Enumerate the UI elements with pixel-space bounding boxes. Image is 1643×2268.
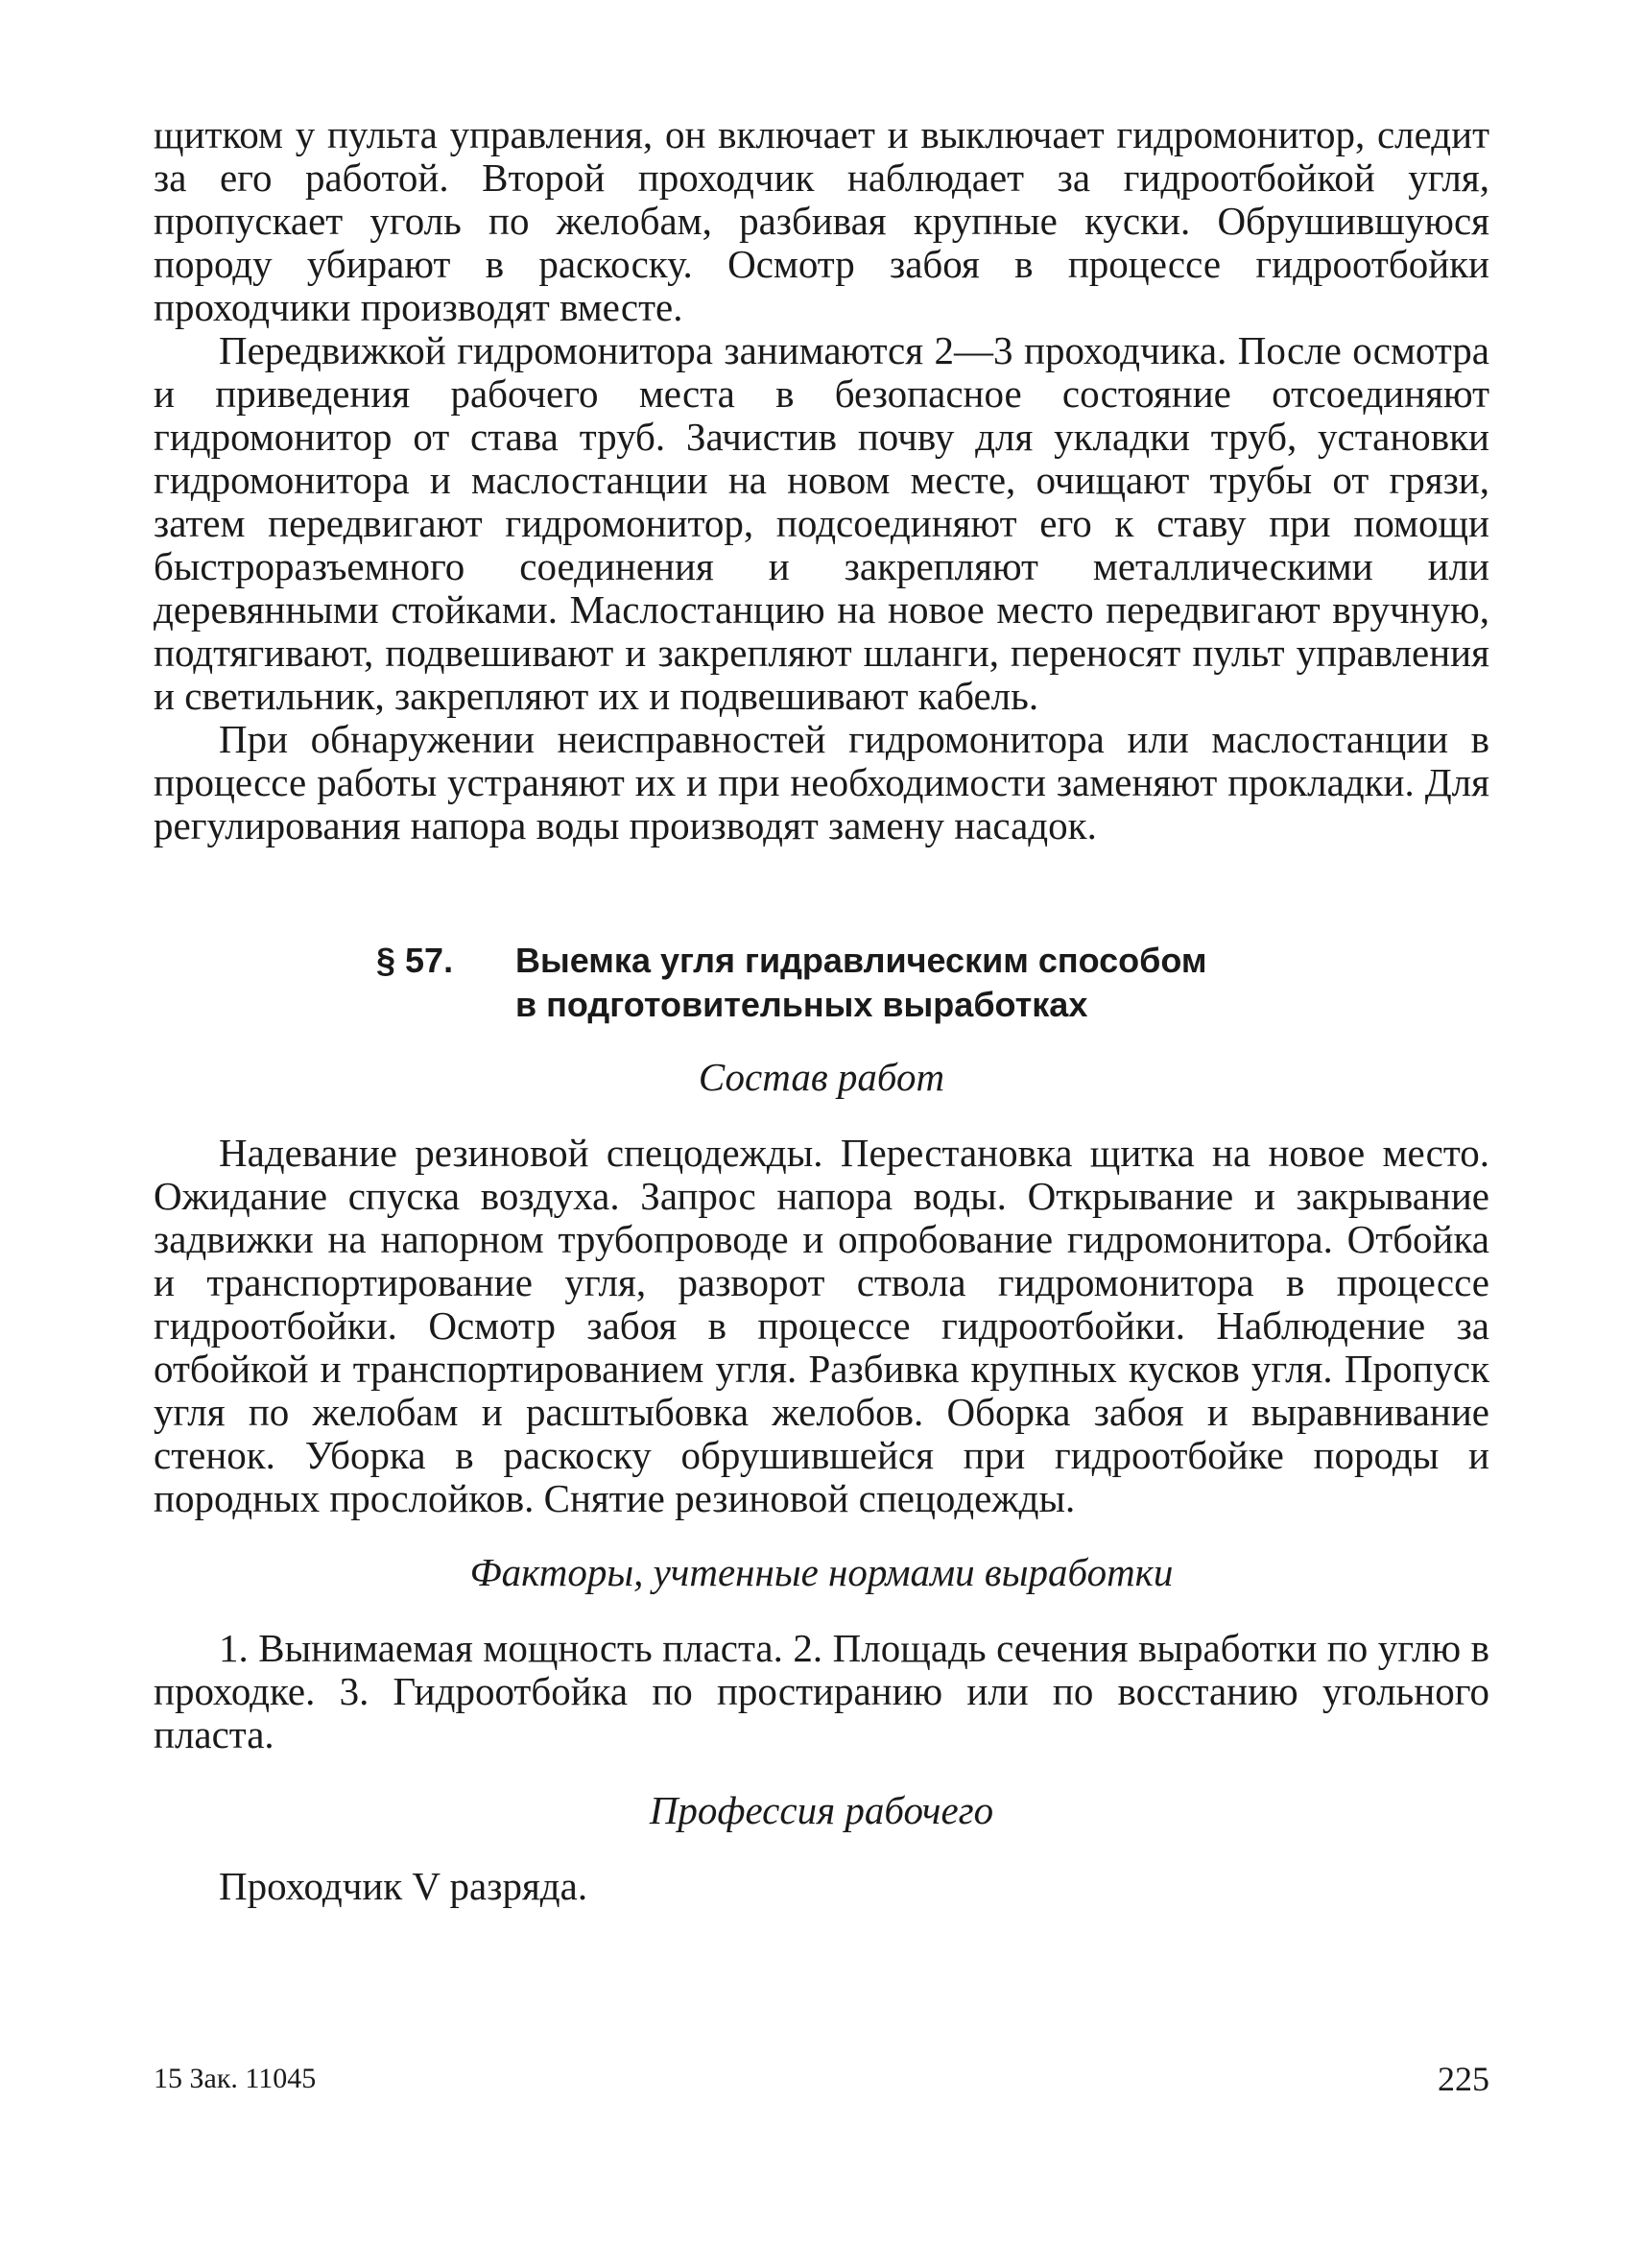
paragraph-continuation: щитком у пульта управления, он включает и выключает гидромонитор, следит за его работой. Второй проходчик наблюдает за гидроотбойкой угля, пропускает уголь по желобам, разбивая крупные куски. Обрушившуюся породу убирают в раскоску. Осмотр забоя в процессе гидроотбойки проходчики производят вместе. <box>154 112 1489 329</box>
profession-heading: Профессия рабочего <box>649 1788 994 1832</box>
section-heading <box>154 939 1489 1027</box>
paragraph-relocation: Передвижкой гидромонитора занимаются 2—3 проходчика. После осмотра и приведения рабочего места в безопасное состояние отсоединяют гидромонитор от става труб. Зачистив почву для укладки труб, установки гидромонитора и маслостанции на новом месте, очищают трубы от грязи, затем передвигают гидромонитор, подсоединяют его к ставу при помощи быстроразъемного соединения и закрепляют металлическими или деревянными стойками. Маслостанцию на новое место передвигают вручную, подтягивают, подвешивают и закрепляют шланги, переносят пульт управления и светильник, закрепляют их и подвешивают кабель. <box>154 328 1489 718</box>
section-title-line2: в подготовительных выработках <box>515 985 1088 1024</box>
section-title-line1: Выемка угля гидравлическим способом <box>515 941 1207 980</box>
factors-heading: Факторы, учтенные нормами выработки <box>469 1550 1174 1594</box>
section-number: § 57. <box>376 941 454 980</box>
work-composition-heading: Состав работ <box>698 1055 945 1099</box>
paragraph-malfunctions: При обнаружении неисправностей гидромонитора или маслостанции в процессе работы устраняют их и при необходимости заменяют прокладки. Для регулирования напора воды производят замену насадок. <box>154 717 1489 848</box>
work-composition-text: Надевание резиновой спецодежды. Перестановка щитка на новое место. Ожидание спуска воздуха. Запрос напора воды. Открывание и закрывание задвижки на напорном трубопроводе и опробование гидромонитора. Отбойка и транспортирование угля, разворот ствола гидромонитора в процессе гидроотбойки. Осмотр забоя в процессе гидроотбойки. Наблюдение за отбойкой и транспортированием угля. Разбивка крупных кусков угля. Пропуск угля по желобам и расштыбовка желобов. Оборка забоя и выравнивание стенок. Уборка в раскоску обрушившейся при гидроотбойке породы и породных прослойков. Снятие резиновой спецодежды. <box>154 1131 1489 1520</box>
page-body <box>154 113 1489 1908</box>
page-number: 225 <box>1438 2060 1489 2098</box>
print-signature: 15 Зак. 11045 <box>154 2063 317 2094</box>
profession-text: Проходчик V разряда. <box>219 1864 588 1908</box>
factors-text: 1. Вынимаемая мощность пласта. 2. Площадь сечения выработки по углю в проходке. 3. Гидроотбойка по простиранию или по восстанию угольного пласта. <box>154 1626 1489 1756</box>
